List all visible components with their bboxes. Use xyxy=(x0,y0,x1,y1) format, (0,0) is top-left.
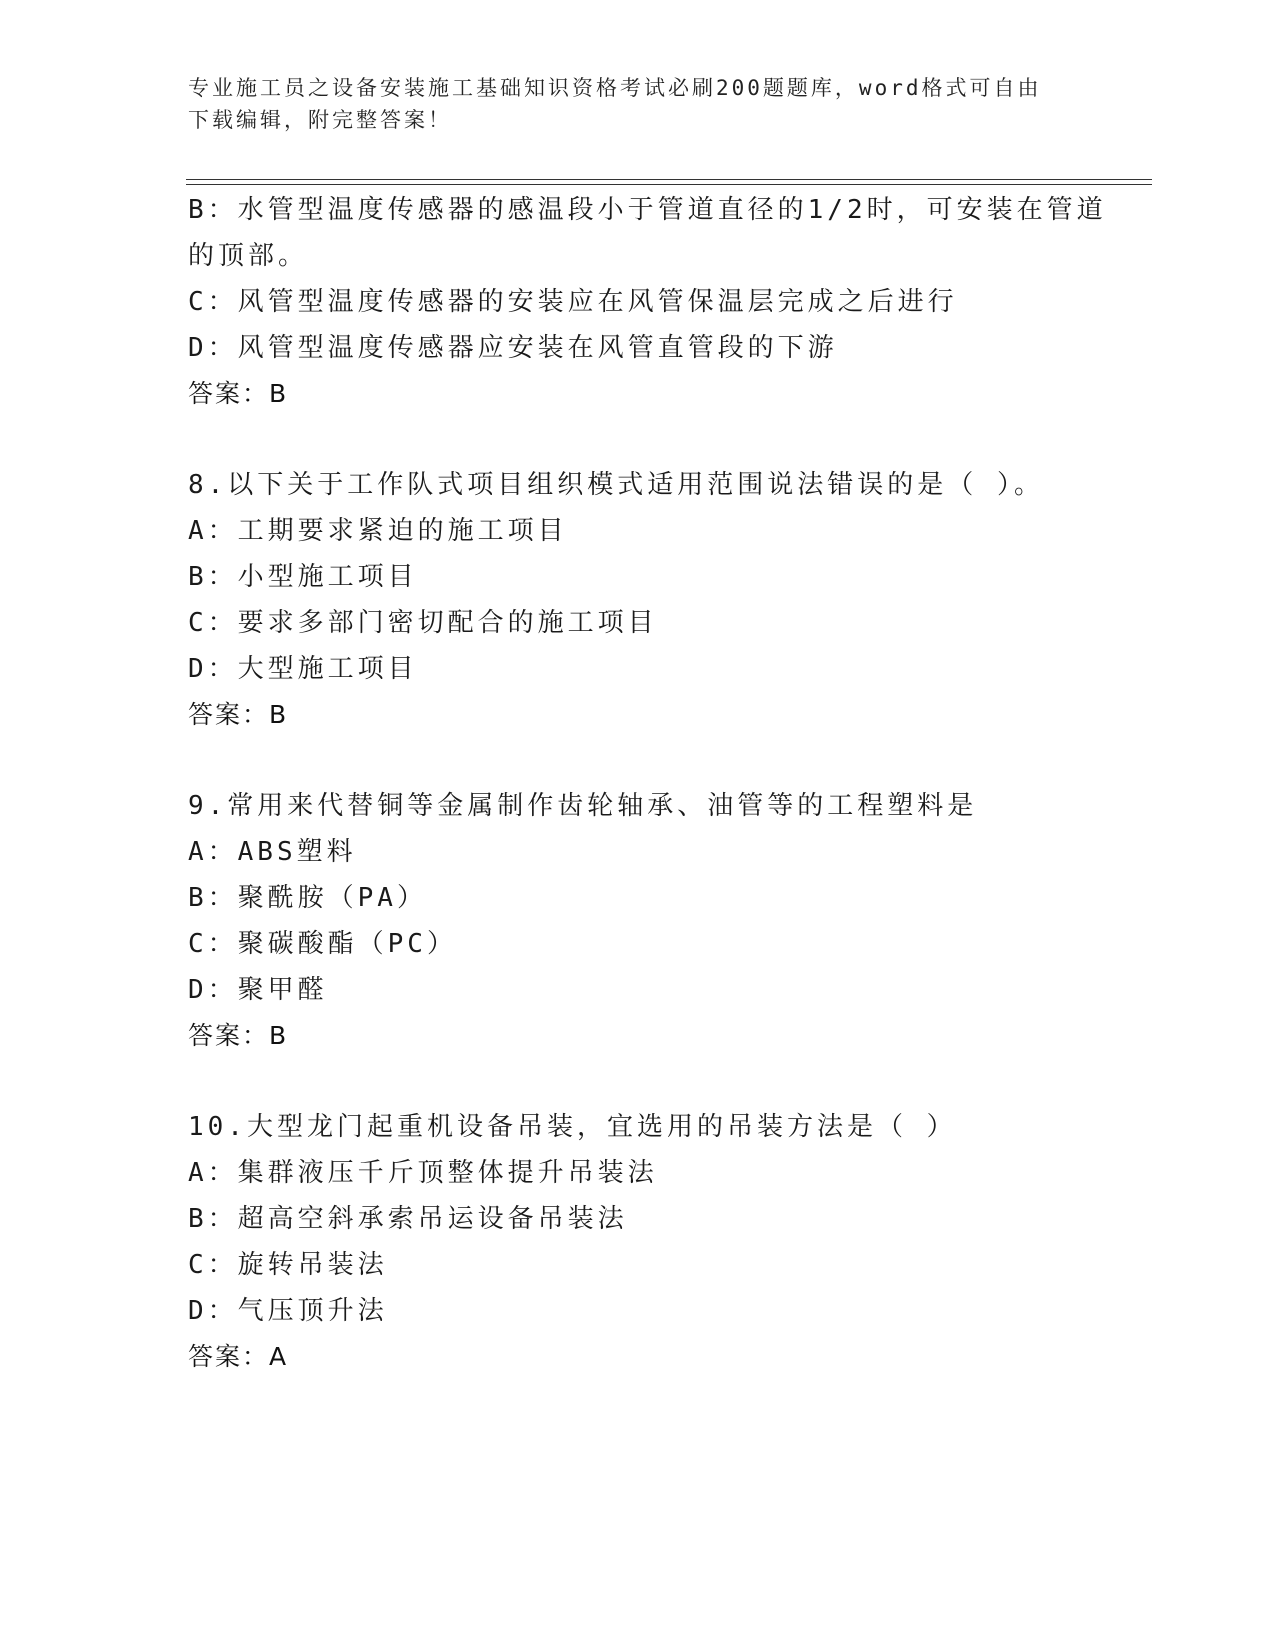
option-d: D：大型施工项目 xyxy=(188,654,418,684)
answer-line: 答案：B xyxy=(188,700,289,729)
option-a: A：工期要求紧迫的施工项目 xyxy=(188,516,568,546)
question-gap xyxy=(188,1059,1088,1104)
carryover-question xyxy=(188,187,1107,417)
option-b: B：超高空斜承索吊运设备吊装法 xyxy=(188,1204,628,1234)
option-c: C：旋转吊装法 xyxy=(188,1250,388,1280)
option-a: A：ABS塑料 xyxy=(188,837,357,867)
option-b: B：聚酰胺（PA） xyxy=(188,883,427,913)
question-9 xyxy=(188,783,1088,1059)
option-b: B：小型施工项目 xyxy=(188,562,418,592)
option-c: C：风管型温度传感器的安装应在风管保温层完成之后进行 xyxy=(188,287,958,317)
answer-line: 答案：B xyxy=(188,1021,289,1050)
question-list xyxy=(188,187,1107,1380)
question-stem: 9.常用来代替铜等金属制作齿轮轴承、油管等的工程塑料是 xyxy=(188,791,978,821)
question-gap xyxy=(188,738,1088,783)
question-8 xyxy=(188,462,1088,738)
question-gap xyxy=(188,417,1088,462)
option-d: D：聚甲醛 xyxy=(188,975,328,1005)
header-line-1: 专业施工员之设备安装施工基础知识资格考试必刷200题题库，word格式可自由 xyxy=(188,76,1042,100)
document-header xyxy=(188,72,1068,136)
header-line-2: 下载编辑，附完整答案！ xyxy=(188,108,452,132)
option-b-continued: 的顶部。 xyxy=(188,241,309,271)
option-a: A：集群液压千斤顶整体提升吊装法 xyxy=(188,1158,658,1188)
question-10 xyxy=(188,1104,1088,1380)
option-d: D：气压顶升法 xyxy=(188,1296,388,1326)
option-b: B：水管型温度传感器的感温段小于管道直径的1/2时，可安装在管道 xyxy=(188,195,1107,225)
answer-line: 答案：A xyxy=(188,1342,289,1371)
option-d: D：风管型温度传感器应安装在风管直管段的下游 xyxy=(188,333,838,363)
option-c: C：聚碳酸酯（PC） xyxy=(188,929,457,959)
answer-line: 答案：B xyxy=(188,379,289,408)
header-rule-top xyxy=(186,179,1152,180)
question-stem: 10.大型龙门起重机设备吊装，宜选用的吊装方法是（ ） xyxy=(188,1112,957,1142)
question-stem: 8.以下关于工作队式项目组织模式适用范围说法错误的是（ ）。 xyxy=(188,470,1044,500)
option-c: C：要求多部门密切配合的施工项目 xyxy=(188,608,658,638)
header-rule-bottom xyxy=(186,184,1152,185)
